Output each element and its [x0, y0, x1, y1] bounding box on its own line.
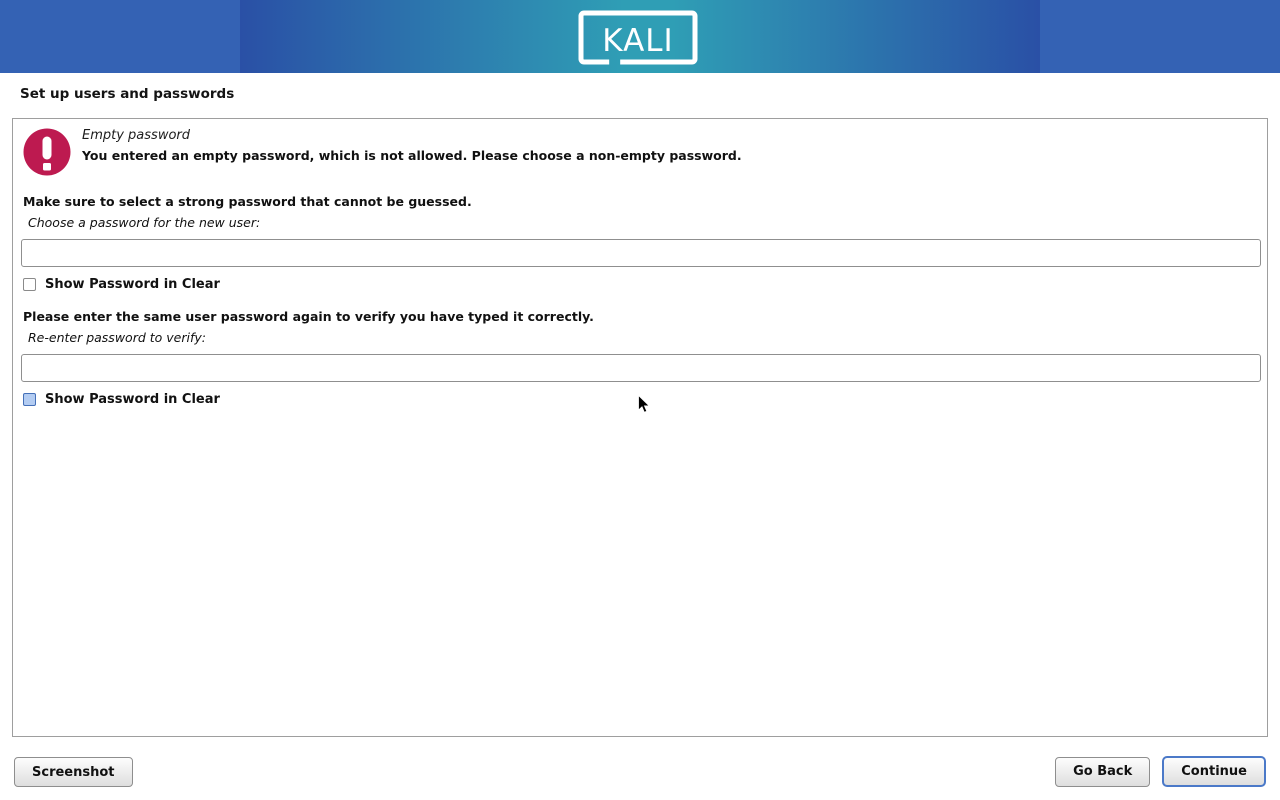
continue-button[interactable]: Continue — [1162, 756, 1266, 787]
kali-logo-text: KALI — [602, 23, 674, 59]
password-field-label: Choose a password for the new user: — [28, 215, 261, 230]
show-password-checkbox-2[interactable] — [23, 393, 36, 406]
show-password-toggle-1[interactable] — [23, 277, 220, 292]
password-instruction: Make sure to select a strong password that cannot be guessed. — [23, 194, 472, 209]
page-title: Set up users and passwords — [20, 86, 235, 102]
go-back-button[interactable]: Go Back — [1055, 757, 1150, 787]
error-icon — [23, 128, 71, 176]
screenshot-button[interactable]: Screenshot — [14, 757, 133, 787]
error-message: You entered an empty password, which is not allowed. Please choose a non-empty password. — [82, 148, 742, 163]
setup-users-panel — [12, 118, 1268, 737]
show-password-toggle-2[interactable] — [23, 392, 220, 407]
installer-banner — [0, 0, 1280, 73]
footer-nav-buttons — [1055, 756, 1266, 787]
show-password-checkbox-1[interactable] — [23, 278, 36, 291]
show-password-label-2: Show Password in Clear — [45, 392, 220, 407]
error-title: Empty password — [82, 128, 190, 143]
verify-field-label: Re-enter password to verify: — [28, 330, 206, 345]
kali-logo — [578, 10, 698, 65]
verify-password-input[interactable] — [21, 354, 1261, 382]
password-input[interactable] — [21, 239, 1261, 267]
verify-instruction: Please enter the same user password again to verify you have typed it correctly. — [23, 309, 594, 324]
show-password-label-1: Show Password in Clear — [45, 277, 220, 292]
